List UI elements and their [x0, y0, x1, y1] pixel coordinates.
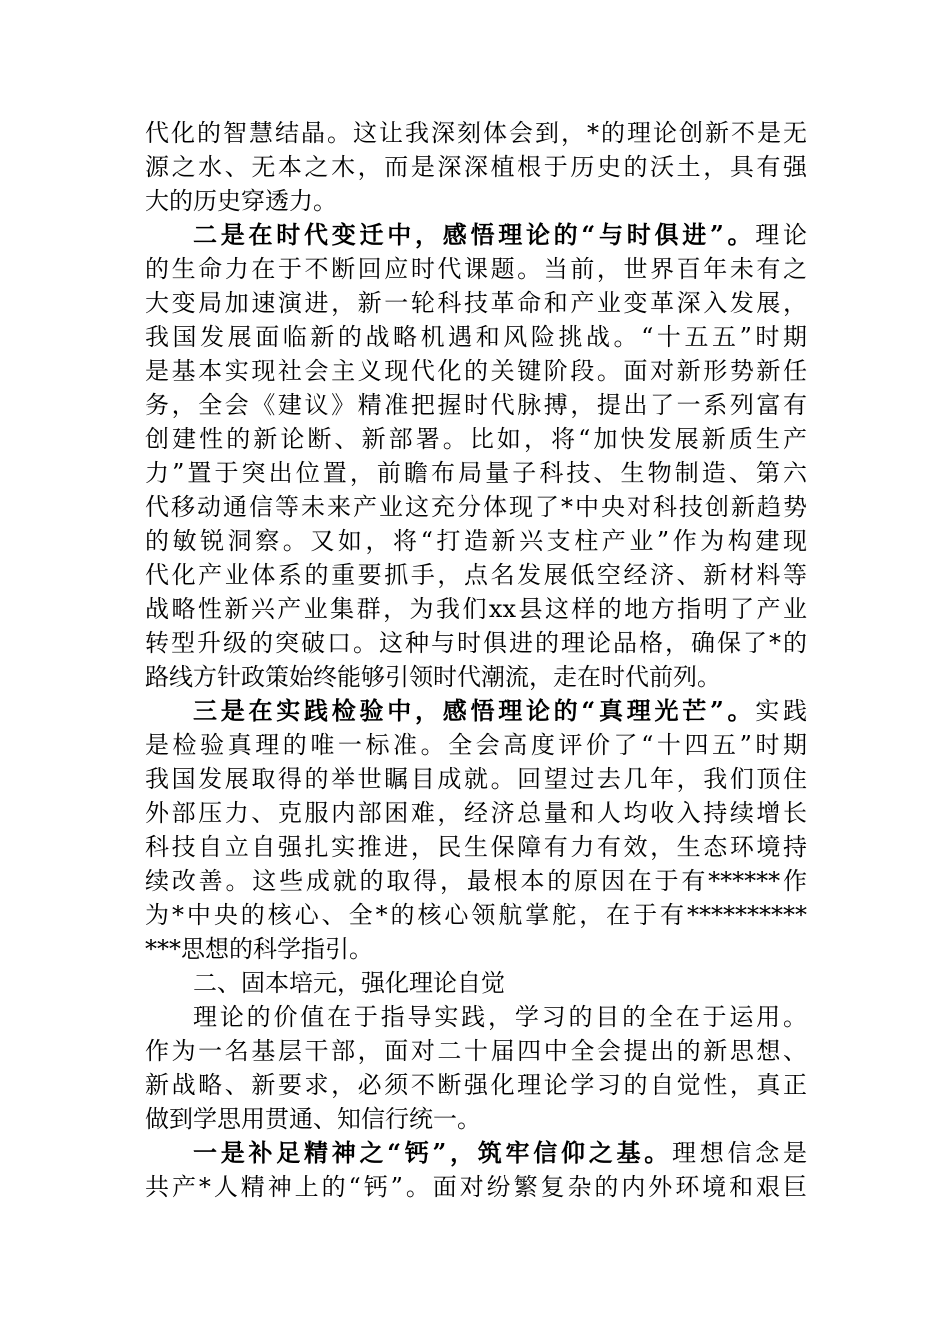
text-line: 大变局加速演进，新一轮科技革命和产业变革深入发展， [145, 289, 807, 317]
text-line: 是检验真理的唯一标准。全会高度评价了“十四五”时期 [145, 731, 807, 759]
document-page [145, 116, 807, 1204]
paragraph-lead-line [145, 694, 807, 728]
text-line: 我国发展面临新的战略机遇和风险挑战。“十五五”时期 [145, 323, 807, 351]
text-line: 做到学思用贯通、知信行统一。 [145, 1105, 481, 1133]
text-line: ***思想的科学指引。 [145, 935, 373, 963]
text-line: 力”置于突出位置，前瞻布局量子科技、生物制造、第六 [145, 459, 807, 487]
text-line: 为*中央的核心、全*的核心领航掌舵，在于有********** [145, 901, 807, 929]
text-line: 外部压力、克服内部困难，经济总量和人均收入持续增长 [145, 799, 807, 827]
text-line: 源之水、无本之木，而是深深植根于历史的沃土，具有强 [145, 153, 807, 181]
bold-lead: 二是在时代变迁中，感悟理论的“与时俱进”。 [193, 220, 756, 249]
paragraph-lead-line [145, 1136, 807, 1170]
text-line: 是基本实现社会主义现代化的关键阶段。面对新形势新任 [145, 357, 807, 385]
text-fragment: 实践 [755, 697, 807, 725]
bold-lead: 一是补足精神之“钙”，筑牢信仰之基。 [193, 1138, 673, 1167]
text-line: 科技自立自强扎实推进，民生保障有力有效，生态环境持 [145, 833, 807, 861]
text-line: 代化产业体系的重要抓手，点名发展低空经济、新材料等 [145, 561, 807, 589]
text-line: 的生命力在于不断回应时代课题。当前，世界百年未有之 [145, 255, 807, 283]
text-line: 务，全会《建议》精准把握时代脉搏，提出了一系列富有 [145, 391, 807, 419]
text-line: 路线方针政策始终能够引领时代潮流，走在时代前列。 [145, 663, 721, 691]
text-line: 续改善。这些成就的取得，最根本的原因在于有******作 [145, 867, 807, 895]
text-fragment: 理想信念是 [672, 1139, 807, 1167]
text-line: 代移动通信等未来产业这充分体现了*中央对科技创新趋势 [145, 493, 807, 521]
text-line: 的敏锐洞察。又如，将“打造新兴支柱产业”作为构建现 [145, 527, 807, 555]
text-line: 我国发展取得的举世瞩目成就。回望过去几年，我们顶住 [145, 765, 807, 793]
text-line: 大的历史穿透力。 [145, 187, 337, 215]
text-line: 代化的智慧结晶。这让我深刻体会到，*的理论创新不是无 [145, 119, 807, 147]
text-line: 转型升级的突破口。这种与时俱进的理论品格，确保了*的 [145, 629, 807, 657]
text-line: 创建性的新论断、新部署。比如，将“加快发展新质生产 [145, 425, 807, 453]
text-line: 战略性新兴产业集群，为我们xx县这样的地方指明了产业 [145, 595, 807, 623]
section-heading: 二、固本培元，强化理论自觉 [193, 969, 505, 997]
text-line: 新战略、新要求，必须不断强化理论学习的自觉性，真正 [145, 1071, 807, 1099]
text-line: 理论的价值在于指导实践，学习的目的全在于运用。 [193, 1003, 807, 1031]
text-fragment: 理论 [755, 221, 807, 249]
text-line: 作为一名基层干部，面对二十届四中全会提出的新思想、 [145, 1037, 807, 1065]
text-line: 共产*人精神上的“钙”。面对纷繁复杂的内外环境和艰巨 [145, 1173, 807, 1201]
bold-lead: 三是在实践检验中，感悟理论的“真理光芒”。 [193, 696, 756, 725]
paragraph-lead-line [145, 218, 807, 252]
